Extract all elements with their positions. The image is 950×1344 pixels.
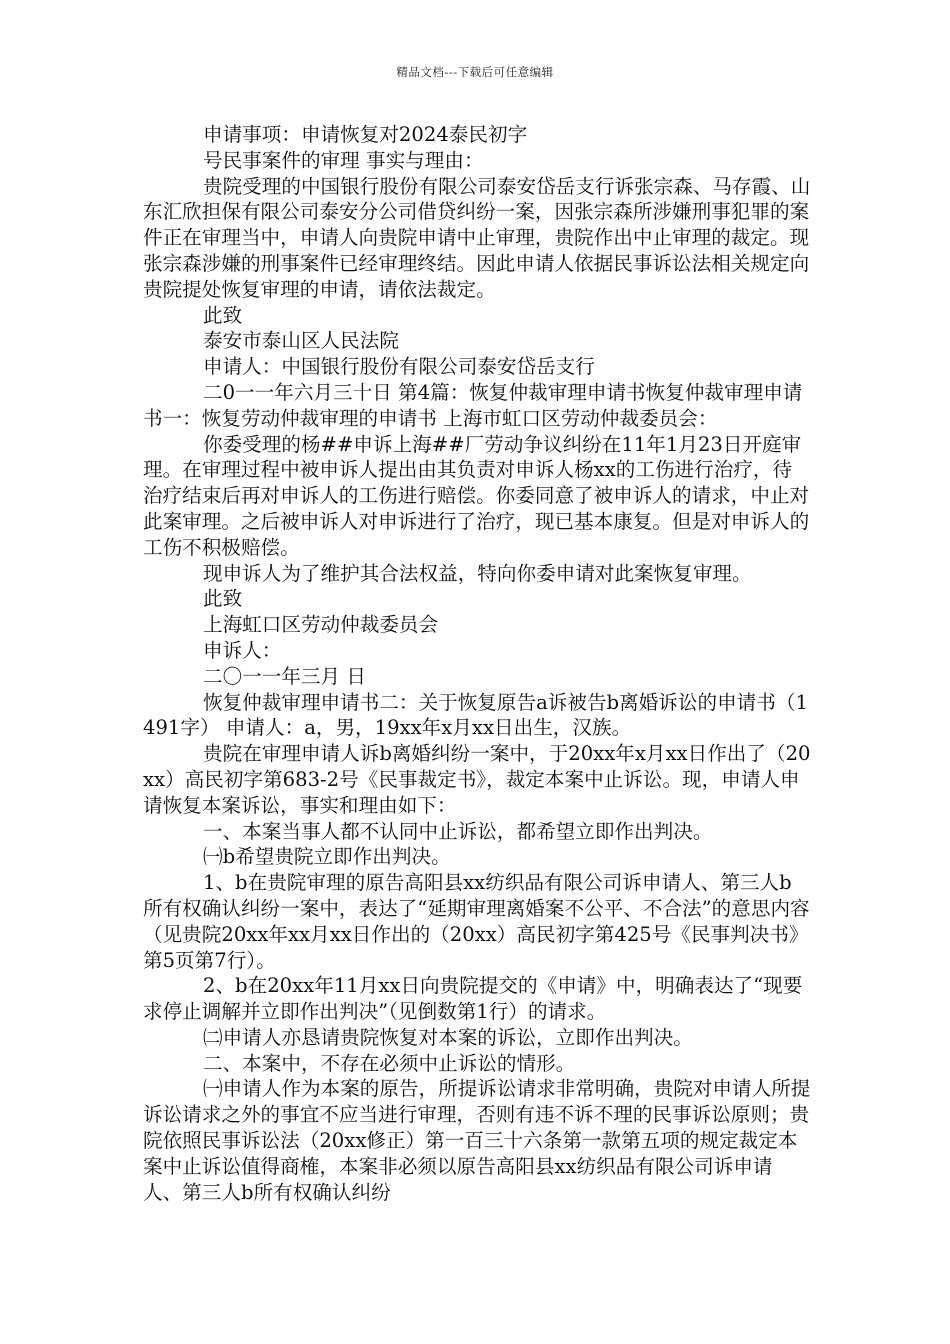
paragraph-point-two-a: ㈠申请人作为本案的原告，所提诉讼请求非常明确，贵院对申请人所提诉讼请求之外的事宜不应当进行审理，否则有违不诉不理的民事诉讼原则；贵院依照民事诉讼法（20xx修正）第一百三十六条第一款第五项的规定裁定本案中止诉讼值得商榷，本案非必须以原告高阳县xx纺织品有限公司诉申请人、第三人b所有权确认纠纷 <box>143 1077 811 1204</box>
paragraph-date-2: 二〇一一年三月 日 <box>203 664 366 688</box>
paragraph-appellant: 申诉人： <box>203 638 282 662</box>
document-body <box>143 122 811 1205</box>
paragraph-point-one-a: ㈠b希望贵院立即作出判决。 <box>203 845 451 869</box>
paragraph-case-number: 号民事案件的审理 事实与理由： <box>203 148 484 172</box>
paragraph-court-name: 泰安市泰山区人民法院 <box>203 329 399 353</box>
paragraph-date-and-section-title: 二0一一年六月三十日 第4篇：恢复仲裁审理申请书恢复仲裁审理申请书一：恢复劳动仲裁审理的申请书 上海市虹口区劳动仲裁委员会： <box>143 380 803 430</box>
paragraph-point-one: 一、本案当事人都不认同中止诉讼，都希望立即作出判决。 <box>203 819 713 843</box>
paragraph-committee-name: 上海虹口区劳动仲裁委员会 <box>203 613 439 637</box>
paragraph-application-matter: 申请事项：申请恢复对2024泰民初字 <box>203 123 528 146</box>
paragraph-applicant: 申请人：中国银行股份有限公司泰安岱岳支行 <box>203 355 595 379</box>
paragraph-point-one-b: ㈡申请人亦恳请贵院恢复对本案的诉讼，立即作出判决。 <box>203 1025 693 1049</box>
paragraph-facts-and-reasons: 贵院受理的中国银行股份有限公司泰安岱岳支行诉张宗森、马存霞、山东汇欣担保有限公司泰安分公司借贷纠纷一案，因张宗森所涉嫌刑事犯罪的案件正在审理当中，申请人向贵院申请中止审理，贵院作出中止审理的裁定。现张宗森涉嫌的刑事案件已经审理终结。因此申请人依据民事诉讼法相关规定向贵院提处恢复审理的申请，请依法裁定。 <box>143 174 811 301</box>
paragraph-divorce-title: 恢复仲裁审理申请书二：关于恢复原告a诉被告b离婚诉讼的申请书（1491字） 申请人：a，男，19xx年x月xx日出生，汉族。 <box>143 690 808 740</box>
paragraph-point-two: 二、本案中，不存在必须中止诉讼的情形。 <box>203 1051 576 1075</box>
paragraph-divorce-background: 贵院在审理申请人诉b离婚纠纷一案中，于20xx年x月xx日作出了（20xx）高民初字第683-2号《民事裁定书》，裁定本案中止诉讼。现，申请人申请恢复本案诉讼，事实和理由如下： <box>143 742 811 817</box>
paragraph-labor-case-facts: 你委受理的杨##申诉上海##厂劳动争议纠纷在11年1月23日开庭审理。在审理过程中被申诉人提出由其负责对申诉人杨xx的工伤进行治疗，待治疗结束后再对申诉人的工伤进行赔偿。你委同意了被申诉人的请求，中止对此案审理。之后被申诉人对申诉进行了治疗，现已基本康复。但是对申诉人的工伤不积极赔偿。 <box>143 432 810 559</box>
paragraph-salutation: 此致 <box>203 303 243 327</box>
paragraph-point-one-a-2: 2、b在20xx年11月xx日向贵院提交的《申请》中，明确表达了“现要求停止调解并立即作出判决”（见倒数第1行）的请求。 <box>143 974 803 1024</box>
paragraph-labor-request: 现申诉人为了维护其合法权益，特向你委申请对此案恢复审理。 <box>203 561 752 585</box>
page-header: 精品文档---下载后可任意编辑 <box>396 65 554 79</box>
paragraph-point-one-a-1: 1、b在贵院审理的原告高阳县xx纺织品有限公司诉申请人、第三人b所有权确认纠纷一案中，表达了“延期审理离婚案不公平、不合法”的意思内容（见贵院20xx年xx月xx日作出的（20xx）高民初字第425号《民事判决书》第5页第7行）。 <box>143 871 810 972</box>
paragraph-salutation-2: 此致 <box>203 587 243 611</box>
